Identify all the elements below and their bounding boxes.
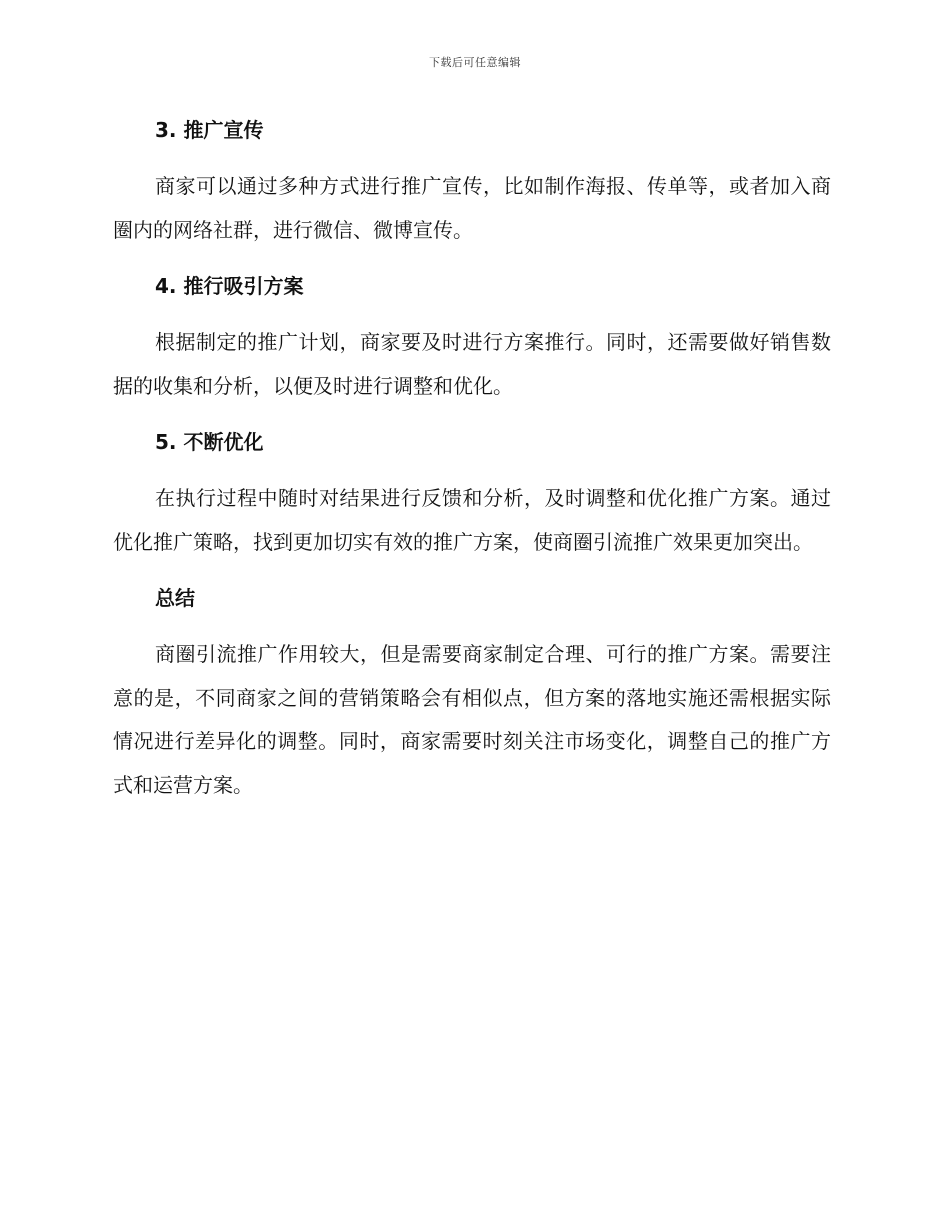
page-header-note: 下载后可任意编辑 [429,56,521,69]
section-paragraph: 在执行过程中随时对结果进行反馈和分析，及时调整和优化推广方案。通过优化推广策略，找到更加切实有效的推广方案，使商圈引流推广效果更加突出。 [113,486,831,554]
section-heading: 3. 推广宣传 [155,118,264,142]
section-heading: 4. 推行吸引方案 [155,274,304,298]
section-summary [113,578,831,807]
section-paragraph: 商圈引流推广作用较大，但是需要商家制定合理、可行的推广方案。需要注意的是，不同商家之间的营销策略会有相似点，但方案的落地实施还需根据实际情况进行差异化的调整。同时，商家需要时刻关注市场变化，调整自己的推广方式和运营方案。 [113,642,831,797]
section-paragraph: 根据制定的推广计划，商家要及时进行方案推行。同时，还需要做好销售数据的收集和分析，以便及时进行调整和优化。 [113,330,831,398]
document-body [113,110,831,821]
section-heading: 5. 不断优化 [155,430,264,454]
section-promotion [113,110,831,252]
section-optimization [113,422,831,564]
section-paragraph: 商家可以通过多种方式进行推广宣传，比如制作海报、传单等，或者加入商圈内的网络社群，进行微信、微博宣传。 [113,174,831,242]
section-implementation [113,266,831,408]
section-heading: 总结 [155,586,195,610]
